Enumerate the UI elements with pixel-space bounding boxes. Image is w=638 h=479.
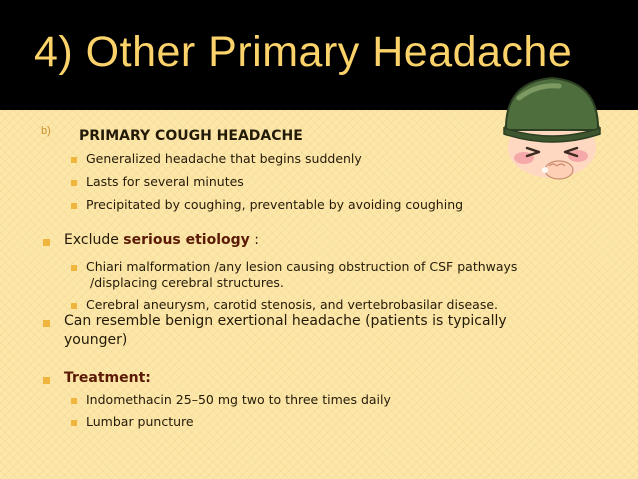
bullet-icon [43, 239, 50, 246]
bullet-icon [71, 303, 77, 309]
exclude-point: Chiari malformation /any lesion causing obstruction of CSF pathways [86, 259, 518, 274]
bullet-icon [71, 265, 77, 271]
bullet-icon [71, 420, 77, 426]
cough-point: Lasts for several minutes [86, 174, 244, 189]
exclude-highlight: serious etiology [123, 232, 250, 248]
bullet-icon [43, 377, 50, 384]
bullet-icon [71, 398, 77, 404]
section-label: b) [41, 125, 51, 137]
exclude-line [64, 232, 259, 248]
treatment-item: Indomethacin 25–50 mg two to three times daily [86, 392, 391, 407]
bullet-icon [71, 180, 77, 186]
exclude-tail: : [249, 232, 259, 248]
bullet-icon [71, 203, 77, 209]
exclude-point-continued: /displacing cerebral structures. [90, 275, 284, 290]
treatment-item: Lumbar puncture [86, 414, 194, 429]
exclude-point: Cerebral aneurysm, carotid stenosis, and vertebrobasilar disease. [86, 297, 498, 312]
resemble-line-continued: younger) [64, 332, 128, 348]
bullet-icon [71, 157, 77, 163]
bullet-icon [43, 320, 50, 327]
slide-title: 4) Other Primary Headache [34, 28, 573, 76]
exclude-lead: Exclude [64, 232, 124, 248]
cough-point: Generalized headache that begins suddenly [86, 151, 362, 166]
cough-point: Precipitated by coughing, preventable by avoiding coughing [86, 197, 464, 212]
treatment-label: Treatment: [64, 370, 151, 386]
resemble-line: Can resemble benign exertional headache (patients is typically [64, 313, 507, 329]
section-heading: PRIMARY COUGH HEADACHE [79, 128, 303, 144]
